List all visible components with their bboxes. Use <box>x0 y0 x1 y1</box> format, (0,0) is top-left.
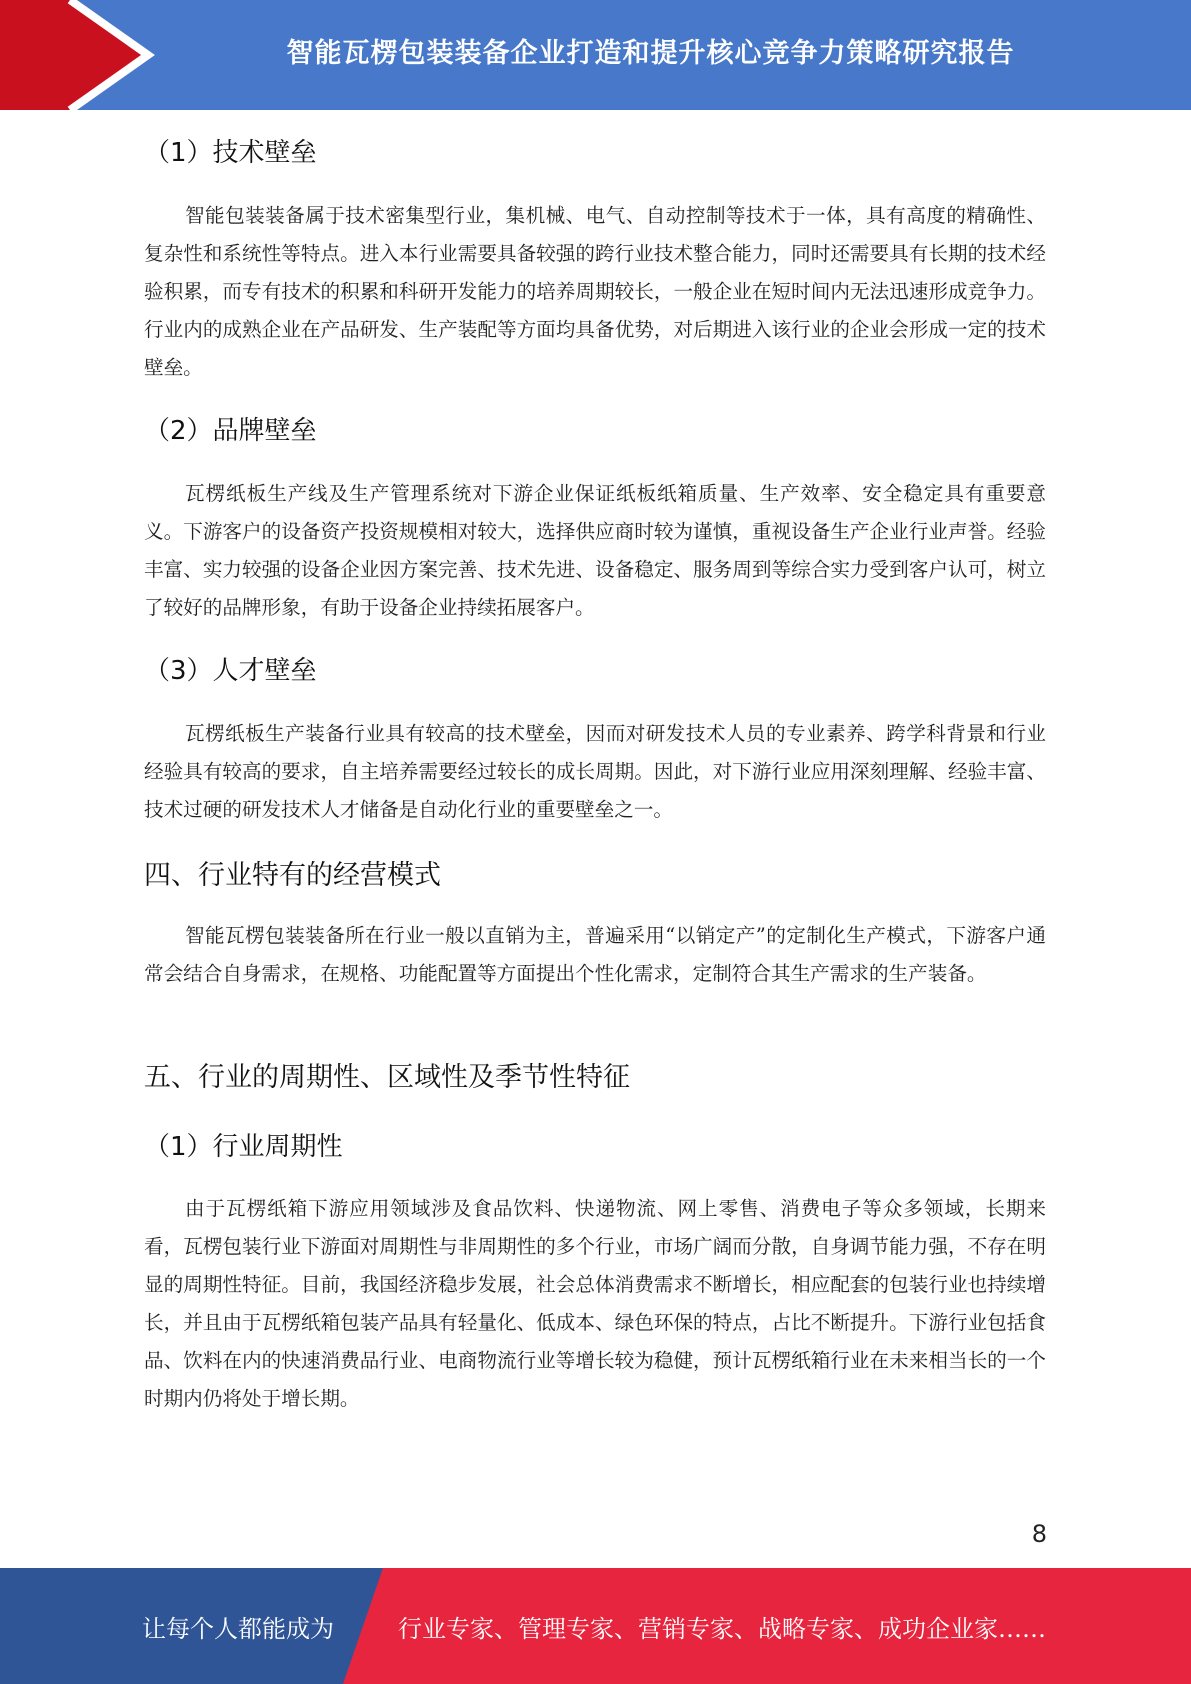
para-talent-barrier: 瓦楞纸板生产装备行业具有较高的技术壁垒，因而对研发技术人员的专业素养、跨学科背景和行业经验具有较高的要求，自主培养需要经过较长的成长周期。因此，对下游行业应用深刻理解、经验丰富、技术过硬的研发技术人才储备是自动化行业的重要壁垒之一。 <box>144 722 1046 821</box>
report-title: 智能瓦楞包装装备企业打造和提升核心竞争力策略研究报告 <box>286 37 1015 69</box>
heading-brand-barrier: （2）品牌壁垒 <box>144 416 317 446</box>
heading-tech-barrier: （1）技术壁垒 <box>144 138 317 168</box>
heading-talent-barrier: （3）人才壁垒 <box>144 656 317 686</box>
page-number: 8 <box>1031 1520 1047 1548</box>
para-business-model: 智能瓦楞包装装备所在行业一般以直销为主，普遍采用“以销定产”的定制化生产模式，下游客户通常会结合自身需求，在规格、功能配置等方面提出个性化需求，定制符合其生产需求的生产装备。 <box>144 924 1046 985</box>
footer-slogan-left: 让每个人都能成为 <box>142 1614 334 1643</box>
heading-cyclicality: 五、行业的周期性、区域性及季节性特征 <box>144 1062 630 1093</box>
footer-slogan-right: 行业专家、管理专家、营销专家、战略专家、成功企业家…… <box>398 1614 1046 1643</box>
para-tech-barrier: 智能包装装备属于技术密集型行业，集机械、电气、自动控制等技术于一体，具有高度的精确性、复杂性和系统性等特点。进入本行业需要具备较强的跨行业技术整合能力，同时还需要具有长期的技术经验积累，而专有技术的积累和科研开发能力的培养周期较长，一般企业在短时间内无法迅速形成竞争力。行业内的成熟企业在产品研发、生产装配等方面均具备优势，对后期进入该行业的企业会形成一定的技术壁垒。 <box>144 204 1046 379</box>
page-footer <box>0 1568 1191 1684</box>
page-header <box>0 0 1191 110</box>
heading-business-model: 四、行业特有的经营模式 <box>144 860 441 891</box>
heading-industry-cycle: （1）行业周期性 <box>144 1132 343 1162</box>
para-industry-cycle: 由于瓦楞纸箱下游应用领域涉及食品饮料、快递物流、网上零售、消费电子等众多领域，长期来看，瓦楞包装行业下游面对周期性与非周期性的多个行业，市场广阔而分散，自身调节能力强，不存在明显的周期性特征。目前，我国经济稳步发展，社会总体消费需求不断增长，相应配套的包装行业也持续增长，并且由于瓦楞纸箱包装产品具有轻量化、低成本、绿色环保的特点，占比不断提升。下游行业包括食品、饮料在内的快速消费品行业、电商物流行业等增长较为稳健，预计瓦楞纸箱行业在未来相当长的一个时期内仍将处于增长期。 <box>144 1197 1046 1410</box>
para-brand-barrier: 瓦楞纸板生产线及生产管理系统对下游企业保证纸板纸箱质量、生产效率、安全稳定具有重要意义。下游客户的设备资产投资规模相对较大，选择供应商时较为谨慎，重视设备生产企业行业声誉。经验丰富、实力较强的设备企业因方案完善、技术先进、设备稳定、服务周到等综合实力受到客户认可，树立了较好的品牌形象，有助于设备企业持续拓展客户。 <box>144 482 1046 619</box>
